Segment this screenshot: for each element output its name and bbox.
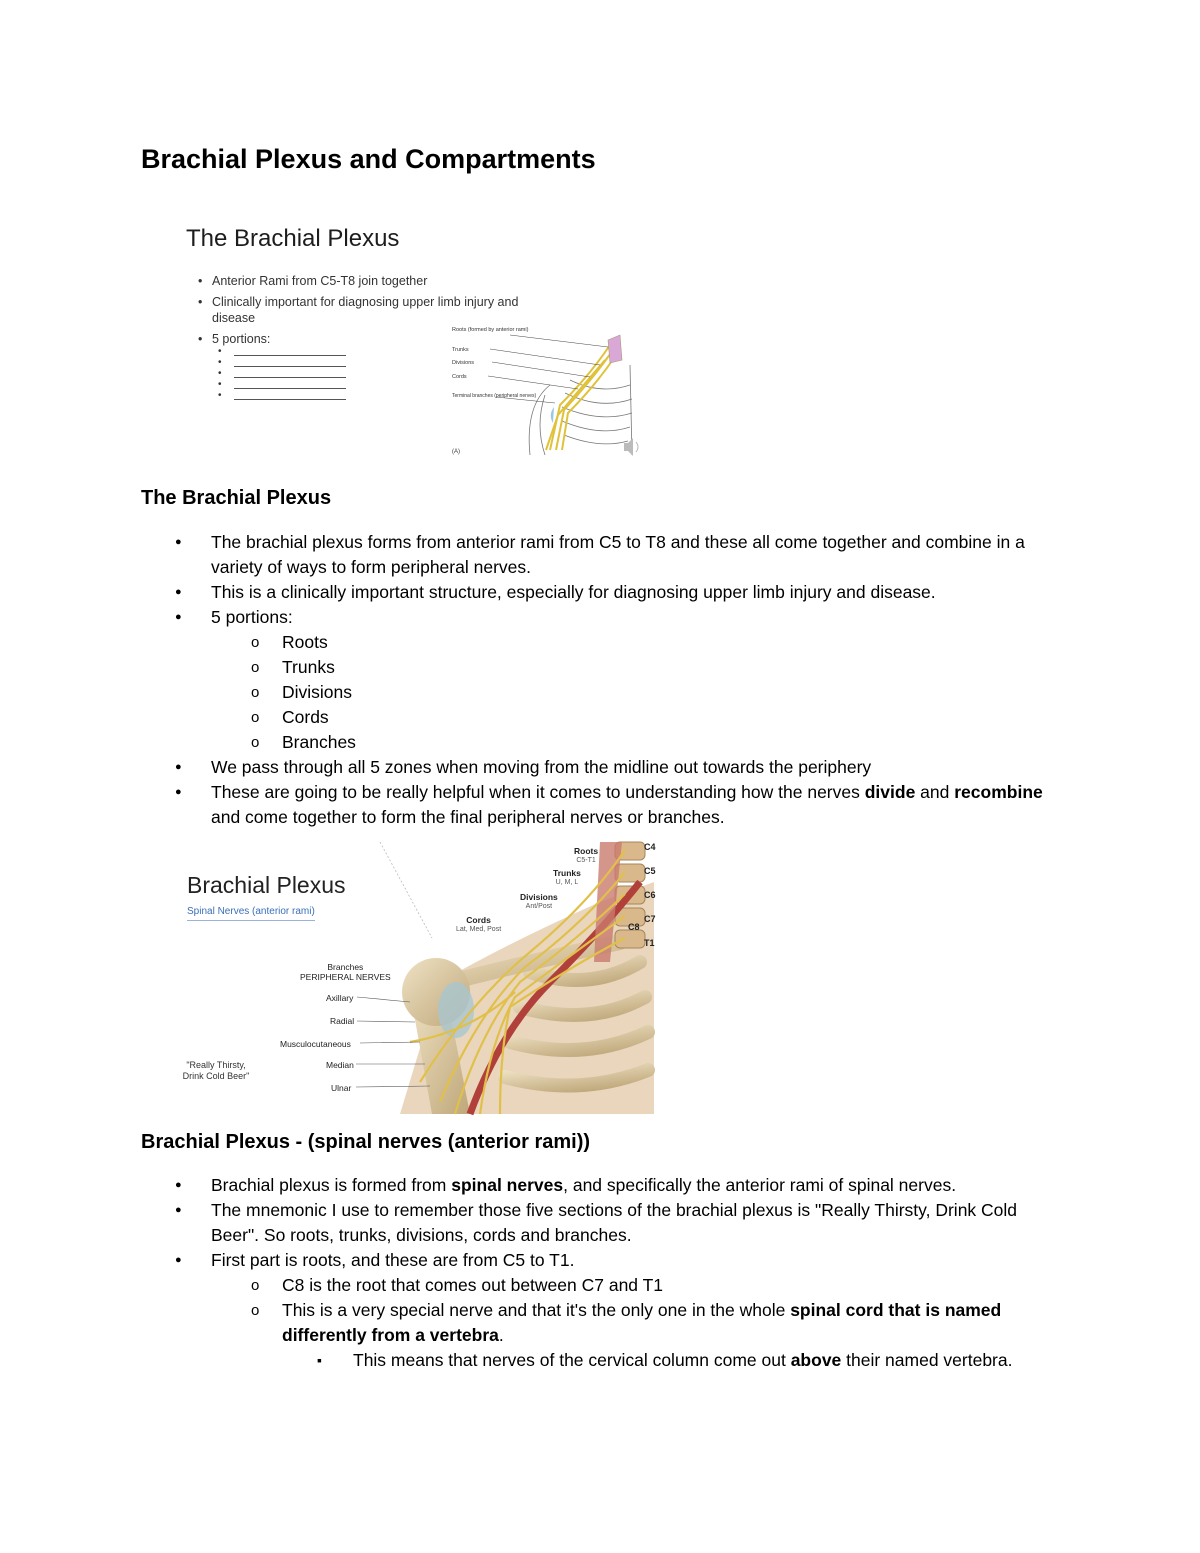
vertebra-label: C6 <box>644 890 656 900</box>
sub-item: o Roots <box>211 630 1061 655</box>
label-branches: Branches PERIPHERAL NERVES <box>300 962 391 982</box>
bullet-item: ● These are going to be really helpful when it comes to understanding how the nerves divide and recombine and come together to form the final peripheral nerves or branches. <box>141 780 1061 830</box>
label-median: Median <box>326 1060 354 1070</box>
label-panel: (A) <box>452 449 460 455</box>
bullet-list <box>141 530 1061 830</box>
bullet-item: ● The mnemonic I use to remember those five sections of the brachial plexus is "Really Thirsty, Drink Cold Beer". So roots, trunks, divisions, cords and branches. <box>141 1198 1061 1248</box>
sub-list <box>211 630 1061 755</box>
label-trunks: Trunks U, M, L <box>553 868 581 886</box>
sub-sub-list <box>282 1348 1061 1373</box>
brachial-plexus-slide-image <box>170 215 660 465</box>
sub-item: o Divisions <box>211 680 1061 705</box>
bullet-text: 5 portions: <box>211 607 293 627</box>
label-cords: Cords <box>452 374 467 380</box>
speaker-icon <box>624 438 638 456</box>
vertebra-label: C5 <box>644 866 656 876</box>
sub-item: o Cords <box>211 705 1061 730</box>
slide-bullet: • Anterior Rami from C5-T8 join together <box>196 273 556 289</box>
section-heading: The Brachial Plexus <box>141 487 332 509</box>
sub-item: o This is a very special nerve and that it's the only one in the whole spinal cord that is named differently from a vertebra. ▪ This means that nerves of the cervical column come out above their named vertebra. <box>211 1298 1061 1373</box>
bullet-item: ● Brachial plexus is formed from spinal nerves, and specifically the anterior rami of spinal nerves. <box>141 1173 1061 1198</box>
slide-bullet: • Clinically important for diagnosing upper limb injury and disease <box>196 294 556 326</box>
document-title: Brachial Plexus and Compartments <box>141 144 596 174</box>
sub-sub-item: ▪ This means that nerves of the cervical column come out above their named vertebra. <box>282 1348 1061 1373</box>
brachial-plexus-anatomy-image <box>170 842 654 1114</box>
bullet-item: ● This is a clinically important structure, especially for diagnosing upper limb injury and disease. <box>141 580 1061 605</box>
sub-item: o C8 is the root that comes out between C7 and T1 <box>211 1273 1061 1298</box>
bold-term: spinal cord that is named differently from a vertebra <box>282 1300 1002 1345</box>
bold-term: divide <box>864 782 916 802</box>
vertebra-label: C7 <box>644 914 656 924</box>
label-roots: Roots (formed by anterior rami) <box>452 327 529 333</box>
bullet-item: ● We pass through all 5 zones when moving from the midline out towards the periphery <box>141 755 1061 780</box>
label-roots: Roots C5-T1 <box>574 846 599 864</box>
label-axillary: Axillary <box>326 993 354 1003</box>
mnemonic-label: "Really Thirsty, Drink Cold Beer" <box>182 1060 250 1081</box>
label-radial: Radial <box>330 1016 355 1026</box>
bullet-item: ● The brachial plexus forms from anterior rami from C5 to T8 and these all come together and combine in a variety of ways to form peripheral nerves. <box>141 530 1061 580</box>
section-heading: Brachial Plexus - (spinal nerves (anterior rami)) <box>141 1131 591 1153</box>
sub-item: o Trunks <box>211 655 1061 680</box>
slide-title: Brachial Plexus <box>187 872 346 898</box>
bullet-item <box>141 1248 1061 1373</box>
label-ulnar: Ulnar <box>331 1083 352 1093</box>
slide-bullet-text: 5 portions: <box>212 332 271 346</box>
bold-term: above <box>790 1350 842 1370</box>
label-divisions: Divisions <box>452 360 475 366</box>
bullet-list <box>141 1173 1061 1373</box>
brachial-plexus-diagram <box>450 325 650 460</box>
sub-item: o Branches <box>211 730 1061 755</box>
bullet-text: First part is roots, and these are from C5 to T1. <box>211 1250 575 1270</box>
slide-title: The Brachial Plexus <box>186 225 400 252</box>
slide-subtitle: Spinal Nerves (anterior rami) <box>187 906 315 921</box>
label-trunks: Trunks <box>452 347 469 353</box>
vertebra-label: T1 <box>644 938 655 948</box>
vertebra-label: C4 <box>644 842 656 852</box>
vertebra-label: C8 <box>628 922 640 932</box>
label-divisions: Divisions Ant/Post <box>520 892 558 910</box>
label-musculocutaneous: Musculocutaneous <box>280 1039 351 1049</box>
bold-term: spinal nerves <box>451 1175 564 1195</box>
bold-term: recombine <box>954 782 1043 802</box>
label-cords: Cords Lat, Med, Post <box>456 915 502 933</box>
bullet-item <box>141 605 1061 755</box>
label-terminal: Terminal branches (peripheral nerves) <box>452 393 537 399</box>
sub-list <box>211 1273 1061 1373</box>
